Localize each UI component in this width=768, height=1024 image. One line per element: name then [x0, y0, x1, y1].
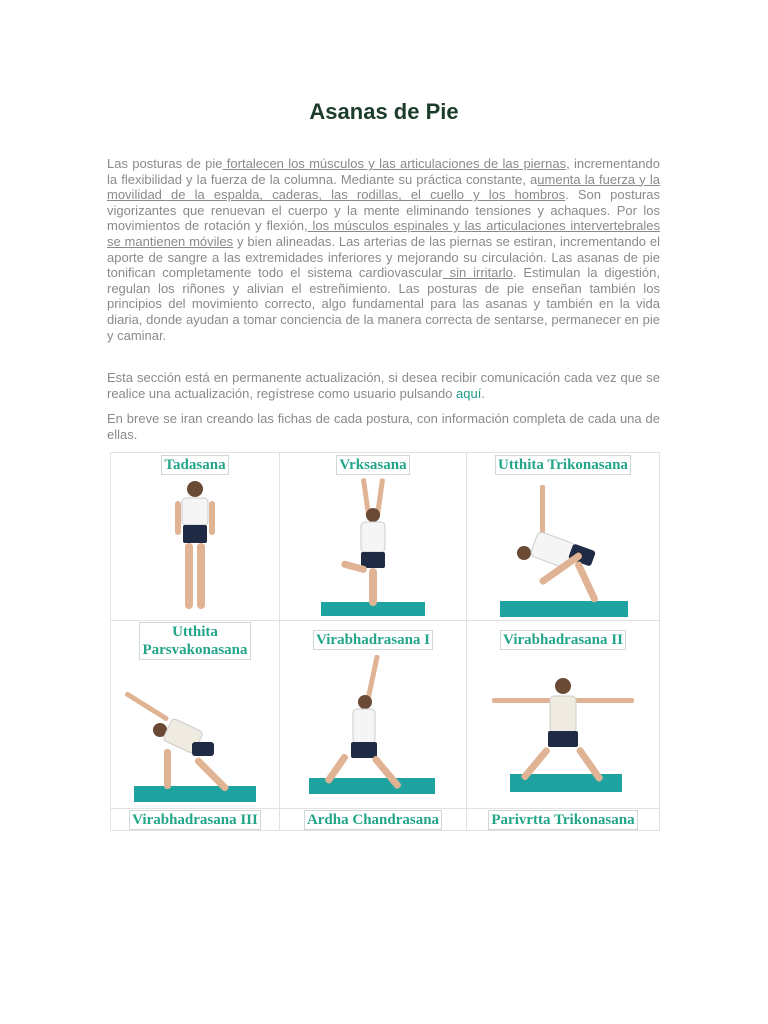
text-segment: . Son posturas vigorizantes que renuevan el cuerpo y la mente eliminando tensiones y achaques. Por los movimientos de rotación y flexión, [107, 187, 660, 234]
text-segment: . Estimulan la digestión, regulan los riñones y alivian el estreñimiento. Las posturas de pie enseñan también los principios del movimiento correcto, algo fundamental para las asanas y también en la vida diaria, donde ayudan a tomar conciencia de la manera correcta de sentarse, permanecer en pie y caminar. [107, 265, 660, 343]
pose-label[interactable]: Tadasana [161, 455, 228, 475]
underlined-text: sin irritarlo [442, 265, 513, 281]
underlined-text: fortalecen los músculos y las articulaciones de las piernas, [222, 156, 570, 171]
pose-label[interactable] [139, 622, 250, 660]
pose-label[interactable]: Virabhadrasana III [129, 810, 261, 830]
text-segment: Esta sección está en permanente actualización, si desea recibir comunicación cada vez que se realice una actualización, regístrese como usuario pulsando [107, 370, 660, 401]
parsvakonasana-figure-icon [120, 664, 270, 804]
trikonasana-figure-icon [488, 475, 638, 620]
text-segment: . [481, 385, 485, 401]
pose-label-line: Utthita [172, 624, 218, 640]
update-paragraph [107, 370, 660, 401]
pose-label[interactable]: Utthita Trikonasana [495, 455, 631, 475]
pose-cell-virabhadrasana-iii[interactable] [111, 809, 280, 831]
pose-cell-virabhadrasana-i[interactable] [280, 621, 467, 809]
pose-label-line: Parsvakonasana [142, 642, 248, 658]
pose-label[interactable]: Parivrtta Trikonasana [488, 810, 637, 830]
pose-label[interactable]: Vrksasana [336, 455, 409, 475]
text-segment: Las posturas de pie [107, 156, 223, 171]
coming-soon-paragraph: En breve se iran creando las fichas de cada postura, con información completa de cada una de ellas. [107, 411, 660, 442]
intro-paragraph [107, 156, 660, 343]
text-segment: incrementando la flexibilidad y la fuerza de la columna. Mediante su práctica constante, a [107, 156, 660, 187]
text-segment: y bien alineadas. Las arterias de las piernas se estiran, incrementando el aporte de sangre a las extremidades inferiores y mejorando su circulación. Las asanas de pie tonifican completamente todo el sistema cardiovascular [107, 233, 660, 281]
pose-cell-utthita-parsvakonasana[interactable] [111, 621, 280, 809]
poses-table [110, 452, 660, 831]
pose-label[interactable]: Virabhadrasana I [313, 630, 433, 650]
tadasana-figure-icon [165, 475, 225, 615]
pose-cell-tadasana[interactable] [111, 453, 280, 621]
virabhadrasana-i-figure-icon [303, 652, 443, 802]
register-link[interactable]: aquí [456, 385, 482, 401]
virabhadrasana-ii-figure-icon [488, 652, 638, 802]
pose-cell-virabhadrasana-ii[interactable] [467, 621, 660, 809]
vrksasana-figure-icon [313, 475, 433, 620]
pose-label[interactable]: Virabhadrasana II [500, 630, 626, 650]
pose-label[interactable]: Ardha Chandrasana [304, 810, 442, 830]
page-title: Asanas de Pie [309, 99, 459, 124]
pose-cell-utthita-trikonasana[interactable] [467, 453, 660, 621]
pose-cell-ardha-chandrasana[interactable] [280, 809, 467, 831]
underlined-text: umenta la fuerza y la movilidad de la espalda, caderas, las rodillas, el cuello y los hombros [107, 171, 660, 203]
pose-cell-parivrtta-trikonasana[interactable] [467, 809, 660, 831]
pose-cell-vrksasana[interactable] [280, 453, 467, 621]
underlined-text: los músculos espinales y las articulaciones intervertebrales se mantienen móviles [107, 218, 661, 249]
